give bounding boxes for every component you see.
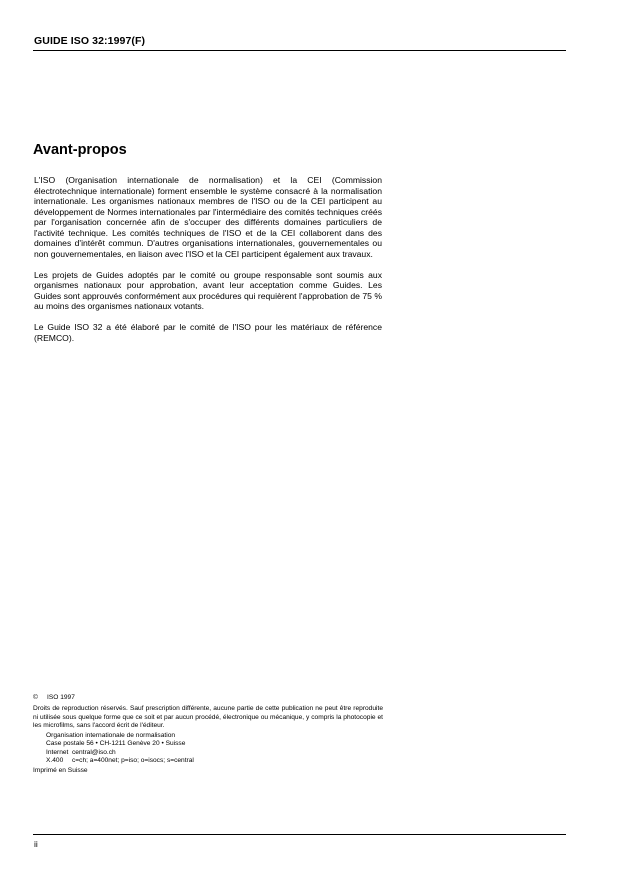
header-divider xyxy=(33,50,566,51)
x400-row xyxy=(46,757,383,765)
internet-value: central@iso.ch xyxy=(72,748,116,756)
foreword-paragraph-3: Le Guide ISO 32 a été élaboré par le comité de l'ISO pour les matériaux de référence (REMCO). xyxy=(34,322,382,343)
document-header-title: GUIDE ISO 32:1997(F) xyxy=(34,35,146,47)
publisher-address xyxy=(46,732,383,765)
section-title: Avant-propos xyxy=(33,142,127,158)
internet-label: Internet xyxy=(46,748,69,756)
copyright-block xyxy=(33,694,383,776)
foreword-paragraph-2: Les projets de Guides adoptés par le comité ou groupe responsable sont soumis aux organismes nationaux pour approbation, avant leur acceptation comme Guides. Les Guides sont approuvés conformément aux procédures qui requièrent l'approbation de 75 % au moins des organismes nationaux votants. xyxy=(34,269,382,311)
copyright-line xyxy=(33,694,383,702)
foreword-body xyxy=(34,175,382,354)
publisher-postal-address: Case postale 56 • CH-1211 Genève 20 • Suisse xyxy=(46,740,186,748)
publisher-organization: Organisation internationale de normalisation xyxy=(46,732,176,740)
x400-label: X.400 xyxy=(46,757,64,765)
foreword-paragraph-1: L'ISO (Organisation internationale de normalisation) et la CEI (Commission électrotechnique internationale) forment ensemble le système consacré à la normalisation internationale. Les organismes nationaux membres de l'ISO ou de la CEI participent au développement de Normes internationales par l'intermédiaire des comités techniques créés par l'organisation concernée afin de s'occuper des différents domaines particuliers de l'activité technique. Les comités techniques de l'ISO et de la CEI collaborent dans des domaines d'intérêt commun. D'autres organisations internationales, gouvernementales ou non gouvernementales, en liaison avec l'ISO et la CEI participent également aux travaux. xyxy=(34,175,382,259)
copyright-symbol: © xyxy=(33,694,38,701)
copyright-notice: ISO 1997 xyxy=(47,694,75,701)
footer-divider xyxy=(33,834,566,835)
internet-row xyxy=(46,749,383,757)
printed-in: Imprimé en Suisse xyxy=(33,767,88,775)
rights-statement: Droits de reproduction réservés. Sauf prescription différente, aucune partie de cette publication ne peut être reproduite ni utilisée sous quelque forme que ce soit et par aucun procédé, électronique ou mécanique, y compris la photocopie et les microfilms, sans l'accord écrit de l'éditeur. xyxy=(33,705,383,729)
page-number: ii xyxy=(34,839,38,849)
x400-value: c=ch; a=400net; p=iso; o=isocs; s=central xyxy=(72,757,194,765)
